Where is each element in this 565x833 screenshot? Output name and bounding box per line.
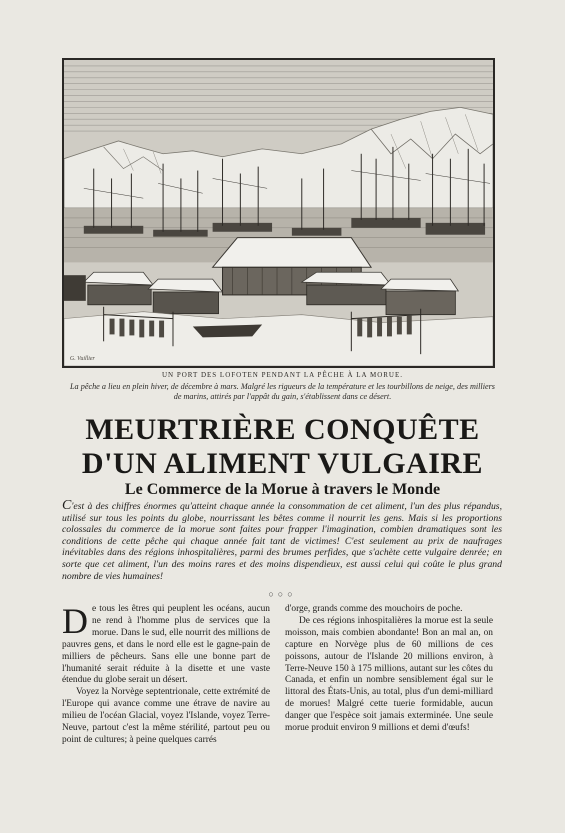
paragraph: Voyez la Norvège septentrionale, cette extrémité de l'Europe qui avance comme une étrave de navire au milieu de l'océan Glacial, voyez l'Islande, voyez Terre-Neuve, partout c'est la même stérilité, partout peu ou point de cultures; à peine quelques carrés (62, 687, 270, 745)
section-ornament: ○○○ (268, 589, 297, 599)
article-subtitle: Le Commerce de la Morue à travers le Monde (124, 481, 441, 498)
engraving-signature: G. Vuillier (69, 356, 95, 363)
article-intro (62, 500, 502, 582)
figure-caption: La pêche a lieu en plein hiver, de décembre à mars. Malgré les rigueurs de la température et les tourbillons de neige, des milliers de marins, attirés par l'appât du gain, s'établissent dans ce désert. (70, 382, 495, 401)
harbor-engraving (62, 58, 495, 368)
intro-text: 'est à des chiffres énormes qu'atteint chaque année la consommation de cet aliment, l'un des plus répandus, utilisé sur tous les points du globe, nourrissant les bêtes comme il nourrit les gens. Mais si les proportions colossales du commerce de la morue sont faites pour frapper l'imagination, combien dramatiques sont les conditions de cette pêche qui chaque année fait tant de victimes! C'est seulement au prix de naufrages inévitables dans des régions inhospitalières, parmi des brumes perfides, que s'achète cette vulgaire denrée; en sorte que cet aliment, l'un des moins rares et des moins dispendieux, est aussi celui qui coûte le plus grand nombre de vies humaines! (62, 501, 502, 582)
column-right (285, 604, 493, 735)
paragraph: d'orge, grands comme des mouchoirs de poche. (285, 604, 463, 614)
headline-line-1: MEURTRIÈRE CONQUÊTE (85, 413, 480, 446)
drop-cap: D (62, 601, 88, 641)
paragraph-text: e tous les êtres qui peuplent les océans, aucun ne rend à l'homme plus de services que la morue. Dans le sud, elle nourrit des millions de pauvres gens, et dans le nord elle est le gagne-pain de milliers de pêcheurs. Sans elle une bonne part de l'humanité serait réduite à la disette et une vaste étendue du globe serait un désert. (62, 604, 270, 686)
paragraph (62, 601, 270, 687)
headline-line-2: D'UN ALIMENT VULGAIRE (81, 447, 484, 480)
paragraph: De ces régions inhospitalières la morue est la seule moisson, mais combien abondante! Bon an mal an, on capture en Norvège plus de 60 millions de ces poissons, autour de l'Islande 20 millions environ, à Terre-Neuve 150 à 175 millions, autant sur les côtes du Canada, et enfin un nombre sensiblement égal sur le littoral des États-Unis, au total, plus d'un demi-milliard de morues! Malgré cette tuerie formidable, aucun danger que l'espèce soit jamais exterminée. Une seule morue produit environ 9 millions et demi d'œufs! (285, 615, 493, 734)
figure-title: UN PORT DES LOFOTEN PENDANT LA PÊCHE À LA MORUE. (162, 371, 403, 379)
lofoten-port-illustration (64, 60, 493, 366)
column-left (62, 601, 270, 747)
intro-initial: C (62, 498, 72, 513)
